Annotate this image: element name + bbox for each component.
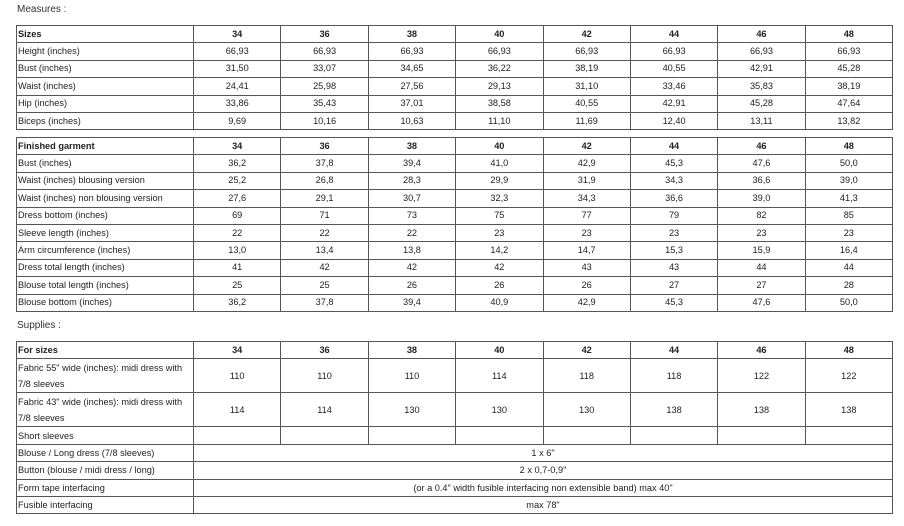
row-label: Button (blouse / midi dress / long)	[17, 462, 194, 479]
empty-cell	[456, 427, 543, 444]
value-cell: 43	[543, 259, 630, 276]
value-cell: 27	[630, 277, 717, 294]
row-label: Height (inches)	[17, 43, 194, 60]
empty-cell	[368, 427, 455, 444]
value-cell: 28,3	[368, 172, 455, 189]
row-label: Blouse / Long dress (7/8 sleeves)	[17, 444, 194, 461]
value-cell: 47,6	[718, 155, 805, 172]
table-header-row	[17, 138, 893, 155]
size-header: 34	[194, 26, 281, 43]
value-cell: 25	[281, 277, 368, 294]
row-label: Fabric 43" wide (inches): midi dress with 7/8 sleeves	[17, 393, 194, 427]
value-cell: 45,3	[630, 294, 717, 311]
value-cell: 28	[805, 277, 892, 294]
size-header: 48	[805, 342, 892, 359]
value-cell: 26	[456, 277, 543, 294]
value-cell: 25,2	[194, 172, 281, 189]
header-label: Finished garment	[17, 138, 194, 155]
value-cell: 130	[368, 393, 455, 427]
size-header: 36	[281, 342, 368, 359]
size-header: 36	[281, 138, 368, 155]
merged-value-cell: (or a 0.4" width fusible interfacing non extensible band) max 40"	[194, 479, 893, 496]
empty-cell	[281, 427, 368, 444]
header-label: Sizes	[17, 26, 194, 43]
value-cell: 36,2	[194, 294, 281, 311]
table-row	[17, 294, 893, 311]
value-cell: 37,8	[281, 294, 368, 311]
value-cell: 122	[718, 359, 805, 393]
value-cell: 41,3	[805, 190, 892, 207]
value-cell: 40,55	[543, 95, 630, 112]
value-cell: 11,69	[543, 112, 630, 129]
value-cell: 39,0	[805, 172, 892, 189]
measures-table	[16, 25, 893, 130]
value-cell: 23	[805, 224, 892, 241]
value-cell: 25,98	[281, 78, 368, 95]
value-cell: 13,8	[368, 242, 455, 259]
value-cell: 33,46	[630, 78, 717, 95]
value-cell: 36,6	[630, 190, 717, 207]
supplies-title: Supplies :	[17, 320, 61, 331]
value-cell: 31,9	[543, 172, 630, 189]
merged-value-cell: 1 x 6"	[194, 444, 893, 461]
value-cell: 66,93	[456, 43, 543, 60]
value-cell: 16,4	[805, 242, 892, 259]
value-cell: 77	[543, 207, 630, 224]
row-label: Fusible interfacing	[17, 496, 194, 513]
merged-value-cell: max 78"	[194, 496, 893, 513]
table-row	[17, 242, 893, 259]
value-cell: 118	[630, 359, 717, 393]
value-cell: 30,7	[368, 190, 455, 207]
value-cell: 23	[718, 224, 805, 241]
row-label: Biceps (inches)	[17, 112, 194, 129]
table-row	[17, 60, 893, 77]
value-cell: 24,41	[194, 78, 281, 95]
size-header: 42	[543, 138, 630, 155]
value-cell: 66,93	[718, 43, 805, 60]
supplies-table	[16, 341, 893, 514]
value-cell: 138	[718, 393, 805, 427]
value-cell: 23	[456, 224, 543, 241]
value-cell: 138	[805, 393, 892, 427]
value-cell: 38,58	[456, 95, 543, 112]
value-cell: 36,22	[456, 60, 543, 77]
empty-cell	[805, 427, 892, 444]
table-row	[17, 259, 893, 276]
row-label: Bust (inches)	[17, 60, 194, 77]
value-cell: 15,3	[630, 242, 717, 259]
value-cell: 39,0	[718, 190, 805, 207]
value-cell: 50,0	[805, 155, 892, 172]
table-row	[17, 112, 893, 129]
value-cell: 45,28	[718, 95, 805, 112]
empty-cell	[630, 427, 717, 444]
table-row	[17, 172, 893, 189]
value-cell: 31,10	[543, 78, 630, 95]
size-header: 44	[630, 26, 717, 43]
value-cell: 22	[368, 224, 455, 241]
value-cell: 13,4	[281, 242, 368, 259]
value-cell: 13,11	[718, 112, 805, 129]
row-label: Hip (inches)	[17, 95, 194, 112]
value-cell: 10,16	[281, 112, 368, 129]
value-cell: 27	[718, 277, 805, 294]
size-header: 40	[456, 26, 543, 43]
size-header: 38	[368, 138, 455, 155]
empty-cell	[194, 427, 281, 444]
table-row	[17, 479, 893, 496]
value-cell: 26	[543, 277, 630, 294]
value-cell: 11,10	[456, 112, 543, 129]
row-label: Dress total length (inches)	[17, 259, 194, 276]
value-cell: 15,9	[718, 242, 805, 259]
row-label: Dress bottom (inches)	[17, 207, 194, 224]
value-cell: 66,93	[194, 43, 281, 60]
size-header: 40	[456, 342, 543, 359]
value-cell: 39,4	[368, 155, 455, 172]
value-cell: 45,3	[630, 155, 717, 172]
row-label: Blouse bottom (inches)	[17, 294, 194, 311]
value-cell: 22	[281, 224, 368, 241]
table-row	[17, 427, 893, 444]
value-cell: 71	[281, 207, 368, 224]
value-cell: 25	[194, 277, 281, 294]
header-label: For sizes	[17, 342, 194, 359]
value-cell: 110	[194, 359, 281, 393]
value-cell: 36,2	[194, 155, 281, 172]
table-row	[17, 224, 893, 241]
value-cell: 13,82	[805, 112, 892, 129]
size-header: 46	[718, 26, 805, 43]
value-cell: 27,56	[368, 78, 455, 95]
value-cell: 42,9	[543, 294, 630, 311]
value-cell: 79	[630, 207, 717, 224]
table-row	[17, 359, 893, 393]
value-cell: 36,6	[718, 172, 805, 189]
size-header: 44	[630, 138, 717, 155]
value-cell: 33,86	[194, 95, 281, 112]
value-cell: 69	[194, 207, 281, 224]
value-cell: 75	[456, 207, 543, 224]
value-cell: 29,13	[456, 78, 543, 95]
value-cell: 39,4	[368, 294, 455, 311]
finished-garment-table	[16, 137, 893, 312]
value-cell: 38,19	[543, 60, 630, 77]
value-cell: 40,9	[456, 294, 543, 311]
value-cell: 35,83	[718, 78, 805, 95]
value-cell: 122	[805, 359, 892, 393]
table-header-row	[17, 342, 893, 359]
value-cell: 14,2	[456, 242, 543, 259]
table-row	[17, 393, 893, 427]
value-cell: 41	[194, 259, 281, 276]
value-cell: 42,91	[718, 60, 805, 77]
value-cell: 42,91	[630, 95, 717, 112]
size-header: 34	[194, 138, 281, 155]
table-header-row	[17, 26, 893, 43]
value-cell: 138	[630, 393, 717, 427]
value-cell: 45,28	[805, 60, 892, 77]
table-row	[17, 496, 893, 513]
empty-cell	[718, 427, 805, 444]
table-row	[17, 444, 893, 461]
value-cell: 43	[630, 259, 717, 276]
row-label: Waist (inches) blousing version	[17, 172, 194, 189]
value-cell: 23	[630, 224, 717, 241]
value-cell: 38,19	[805, 78, 892, 95]
row-label: Sleeve length (inches)	[17, 224, 194, 241]
table-row	[17, 78, 893, 95]
value-cell: 114	[281, 393, 368, 427]
value-cell: 26,8	[281, 172, 368, 189]
value-cell: 23	[543, 224, 630, 241]
value-cell: 31,50	[194, 60, 281, 77]
value-cell: 44	[718, 259, 805, 276]
value-cell: 47,6	[718, 294, 805, 311]
value-cell: 26	[368, 277, 455, 294]
value-cell: 82	[718, 207, 805, 224]
row-label: Waist (inches) non blousing version	[17, 190, 194, 207]
value-cell: 33,07	[281, 60, 368, 77]
size-header: 46	[718, 138, 805, 155]
value-cell: 110	[368, 359, 455, 393]
merged-value-cell: 2 x 0,7-0,9"	[194, 462, 893, 479]
value-cell: 66,93	[368, 43, 455, 60]
value-cell: 34,65	[368, 60, 455, 77]
value-cell: 10,63	[368, 112, 455, 129]
value-cell: 73	[368, 207, 455, 224]
value-cell: 66,93	[281, 43, 368, 60]
row-label: Bust (inches)	[17, 155, 194, 172]
table-row	[17, 95, 893, 112]
value-cell: 29,1	[281, 190, 368, 207]
value-cell: 85	[805, 207, 892, 224]
value-cell: 37,01	[368, 95, 455, 112]
value-cell: 37,8	[281, 155, 368, 172]
value-cell: 27,6	[194, 190, 281, 207]
value-cell: 40,55	[630, 60, 717, 77]
size-header: 34	[194, 342, 281, 359]
value-cell: 34,3	[630, 172, 717, 189]
table-row	[17, 207, 893, 224]
row-label: Arm circumference (inches)	[17, 242, 194, 259]
value-cell: 66,93	[543, 43, 630, 60]
size-header: 42	[543, 342, 630, 359]
value-cell: 114	[456, 359, 543, 393]
value-cell: 130	[543, 393, 630, 427]
value-cell: 14,7	[543, 242, 630, 259]
table-row	[17, 462, 893, 479]
row-label: Short sleeves	[17, 427, 194, 444]
row-label: Form tape interfacing	[17, 479, 194, 496]
value-cell: 29,9	[456, 172, 543, 189]
table-row	[17, 277, 893, 294]
value-cell: 41,0	[456, 155, 543, 172]
value-cell: 118	[543, 359, 630, 393]
value-cell: 9,69	[194, 112, 281, 129]
empty-cell	[543, 427, 630, 444]
table-row	[17, 155, 893, 172]
measures-title: Measures :	[17, 4, 67, 15]
size-header: 42	[543, 26, 630, 43]
value-cell: 66,93	[630, 43, 717, 60]
row-label: Blouse total length (inches)	[17, 277, 194, 294]
size-header: 48	[805, 138, 892, 155]
value-cell: 42	[456, 259, 543, 276]
size-header: 36	[281, 26, 368, 43]
size-header: 44	[630, 342, 717, 359]
value-cell: 110	[281, 359, 368, 393]
value-cell: 50,0	[805, 294, 892, 311]
size-header: 38	[368, 26, 455, 43]
size-header: 48	[805, 26, 892, 43]
value-cell: 114	[194, 393, 281, 427]
size-header: 46	[718, 342, 805, 359]
value-cell: 42,9	[543, 155, 630, 172]
value-cell: 44	[805, 259, 892, 276]
table-row	[17, 43, 893, 60]
row-label: Waist (inches)	[17, 78, 194, 95]
value-cell: 34,3	[543, 190, 630, 207]
value-cell: 13,0	[194, 242, 281, 259]
value-cell: 22	[194, 224, 281, 241]
value-cell: 35,43	[281, 95, 368, 112]
value-cell: 66,93	[805, 43, 892, 60]
row-label: Fabric 55" wide (inches): midi dress with 7/8 sleeves	[17, 359, 194, 393]
size-header: 38	[368, 342, 455, 359]
value-cell: 47,64	[805, 95, 892, 112]
value-cell: 42	[281, 259, 368, 276]
value-cell: 42	[368, 259, 455, 276]
value-cell: 32,3	[456, 190, 543, 207]
size-header: 40	[456, 138, 543, 155]
value-cell: 130	[456, 393, 543, 427]
value-cell: 12,40	[630, 112, 717, 129]
table-row	[17, 190, 893, 207]
